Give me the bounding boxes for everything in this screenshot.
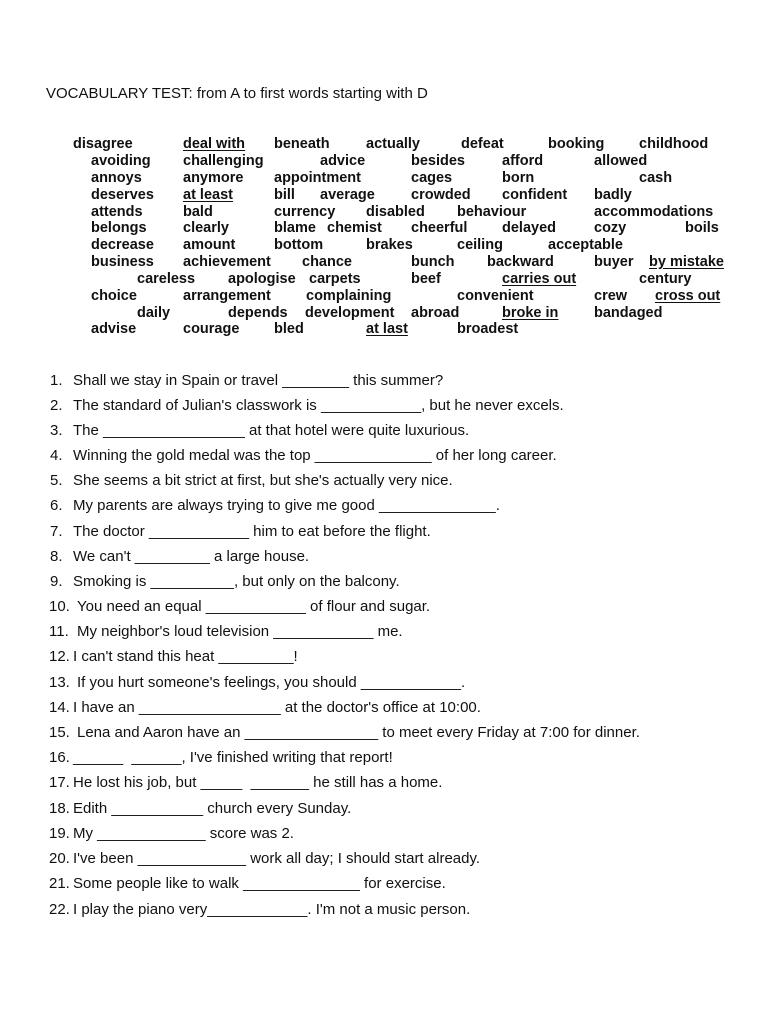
word-bank-item: brakes <box>366 237 413 253</box>
word-bank-item: clearly <box>183 220 229 236</box>
question-text: Lena and Aaron have an ________________ to meet every Friday at 7:00 for dinner. <box>77 724 640 741</box>
word-bank-item: cages <box>411 170 453 186</box>
word-bank-item: disabled <box>366 204 425 220</box>
question-text: My _____________ score was 2. <box>73 825 294 842</box>
question-number: 15. <box>49 724 70 741</box>
question-number: 5. <box>50 472 63 489</box>
word-bank-item: crew <box>594 288 628 304</box>
word-bank-item: behaviour <box>457 204 527 220</box>
question-text: She seems a bit strict at first, but she's actually very nice. <box>73 472 453 489</box>
word-bank-item: bled <box>274 321 304 337</box>
word-bank-item: complaining <box>306 288 392 304</box>
word-bank-item: afford <box>502 153 544 169</box>
word-bank-item: deserves <box>91 187 154 203</box>
question-text: We can't _________ a large house. <box>73 548 310 565</box>
word-bank-item: besides <box>411 153 465 169</box>
question-number: 3. <box>50 422 63 439</box>
word-bank-item: chemist <box>327 220 382 236</box>
question-text: Edith ___________ church every Sunday. <box>73 800 352 817</box>
word-bank-item: actually <box>366 136 420 152</box>
word-bank-item: advise <box>91 321 137 337</box>
question-number: 20. <box>49 850 70 867</box>
word-bank-item: attends <box>91 204 143 220</box>
word-bank-item: bottom <box>274 237 324 253</box>
question-number: 10. <box>49 598 70 615</box>
word-bank-item: boils <box>685 220 719 236</box>
word-bank-item: by mistake <box>649 254 724 270</box>
question-text: He lost his job, but _____ _______ he still has a home. <box>73 774 443 791</box>
question-number: 1. <box>50 372 63 389</box>
question-text: Shall we stay in Spain or travel ________ this summer? <box>73 372 444 389</box>
question-text: Winning the gold medal was the top ______________ of her long career. <box>73 447 557 464</box>
word-bank-item: currency <box>274 204 336 220</box>
word-bank-item: annoys <box>91 170 142 186</box>
word-bank-item: cross out <box>655 288 721 304</box>
question-text: My neighbor's loud television ____________ me. <box>77 623 403 640</box>
word-bank-item: decrease <box>91 237 154 253</box>
question-number: 14. <box>49 699 70 716</box>
word-bank-item: achievement <box>183 254 271 270</box>
word-bank-item: average <box>320 187 375 203</box>
word-bank-item: crowded <box>411 187 471 203</box>
question-text: I have an _________________ at the doctor's office at 10:00. <box>73 699 481 716</box>
word-bank-item: daily <box>137 305 171 321</box>
word-bank-item: business <box>91 254 154 270</box>
question-text: Some people like to walk ______________ for exercise. <box>73 875 446 892</box>
word-bank-item: anymore <box>183 170 244 186</box>
question-number: 17. <box>49 774 70 791</box>
question-number: 22. <box>49 901 70 918</box>
question-text: I can't stand this heat _________! <box>73 648 298 665</box>
word-bank-item: amount <box>183 237 236 253</box>
word-bank-item: appointment <box>274 170 361 186</box>
word-bank-item: delayed <box>502 220 556 236</box>
word-bank-item: childhood <box>639 136 709 152</box>
word-bank-item: bunch <box>411 254 455 270</box>
word-bank-item: defeat <box>461 136 504 152</box>
word-bank-item: accommodations <box>594 204 714 220</box>
question-text: If you hurt someone's feelings, you should ____________. <box>77 674 466 691</box>
question-number: 9. <box>50 573 63 590</box>
question-number: 21. <box>49 875 70 892</box>
word-bank-item: cozy <box>594 220 627 236</box>
word-bank-item: disagree <box>73 136 133 152</box>
question-number: 13. <box>49 674 70 691</box>
word-bank-item: beef <box>411 271 441 287</box>
word-bank-item: chance <box>302 254 352 270</box>
word-bank-item: acceptable <box>548 237 623 253</box>
question-text: I've been _____________ work all day; I should start already. <box>73 850 481 867</box>
word-bank-item: convenient <box>457 288 534 304</box>
question-text: My parents are always trying to give me good ______________. <box>73 497 500 514</box>
word-bank-item: careless <box>137 271 196 287</box>
word-bank-item: century <box>639 271 692 287</box>
question-number: 11. <box>49 623 69 640</box>
word-bank-item: cash <box>639 170 673 186</box>
question-number: 6. <box>50 497 63 514</box>
word-bank-item: belongs <box>91 220 147 236</box>
word-bank-item: challenging <box>183 153 264 169</box>
question-number: 12. <box>49 648 70 665</box>
word-bank-item: backward <box>487 254 554 270</box>
question-text: Smoking is __________, but only on the balcony. <box>73 573 400 590</box>
word-bank-item: born <box>502 170 535 186</box>
word-bank-item: development <box>305 305 395 321</box>
word-bank-item: cheerful <box>411 220 468 236</box>
word-bank-item: avoiding <box>91 153 151 169</box>
word-bank-item: at last <box>366 321 408 337</box>
question-text: I play the piano very____________. I'm not a music person. <box>73 901 471 918</box>
word-bank-item: bald <box>183 204 213 220</box>
word-bank-item: broadest <box>457 321 519 337</box>
word-bank-item: broke in <box>502 305 559 321</box>
question-text: The doctor ____________ him to eat before the flight. <box>73 523 431 540</box>
question-number: 19. <box>49 825 70 842</box>
word-bank-item: apologise <box>228 271 296 287</box>
word-bank-item: advice <box>320 153 366 169</box>
word-bank-item: courage <box>183 321 240 337</box>
word-bank-item: choice <box>91 288 137 304</box>
word-bank-item: bill <box>274 187 295 203</box>
word-bank-item: badly <box>594 187 632 203</box>
question-number: 16. <box>49 749 70 766</box>
question-number: 18. <box>49 800 70 817</box>
word-bank-item: at least <box>183 187 233 203</box>
question-number: 8. <box>50 548 63 565</box>
word-bank-item: carries out <box>502 271 577 287</box>
word-bank-item: arrangement <box>183 288 271 304</box>
word-bank-item: confident <box>502 187 568 203</box>
word-bank-item: blame <box>274 220 316 236</box>
word-bank-item: allowed <box>594 153 648 169</box>
word-bank-item: beneath <box>274 136 330 152</box>
page-title: VOCABULARY TEST: from A to first words starting with D <box>46 85 428 102</box>
word-bank-item: abroad <box>411 305 460 321</box>
question-number: 4. <box>50 447 63 464</box>
question-text: The _________________ at that hotel were quite luxurious. <box>73 422 470 439</box>
question-number: 2. <box>50 397 63 414</box>
question-number: 7. <box>50 523 63 540</box>
word-bank-item: depends <box>228 305 288 321</box>
word-bank-item: buyer <box>594 254 634 270</box>
question-text: The standard of Julian's classwork is ____________, but he never excels. <box>73 397 564 414</box>
word-bank-item: carpets <box>309 271 361 287</box>
word-bank-item: bandaged <box>594 305 663 321</box>
word-bank-item: deal with <box>183 136 246 152</box>
question-text: ______ ______, I've finished writing that report! <box>73 749 393 766</box>
word-bank-item: booking <box>548 136 605 152</box>
question-text: You need an equal ____________ of flour and sugar. <box>77 598 431 615</box>
word-bank-item: ceiling <box>457 237 503 253</box>
